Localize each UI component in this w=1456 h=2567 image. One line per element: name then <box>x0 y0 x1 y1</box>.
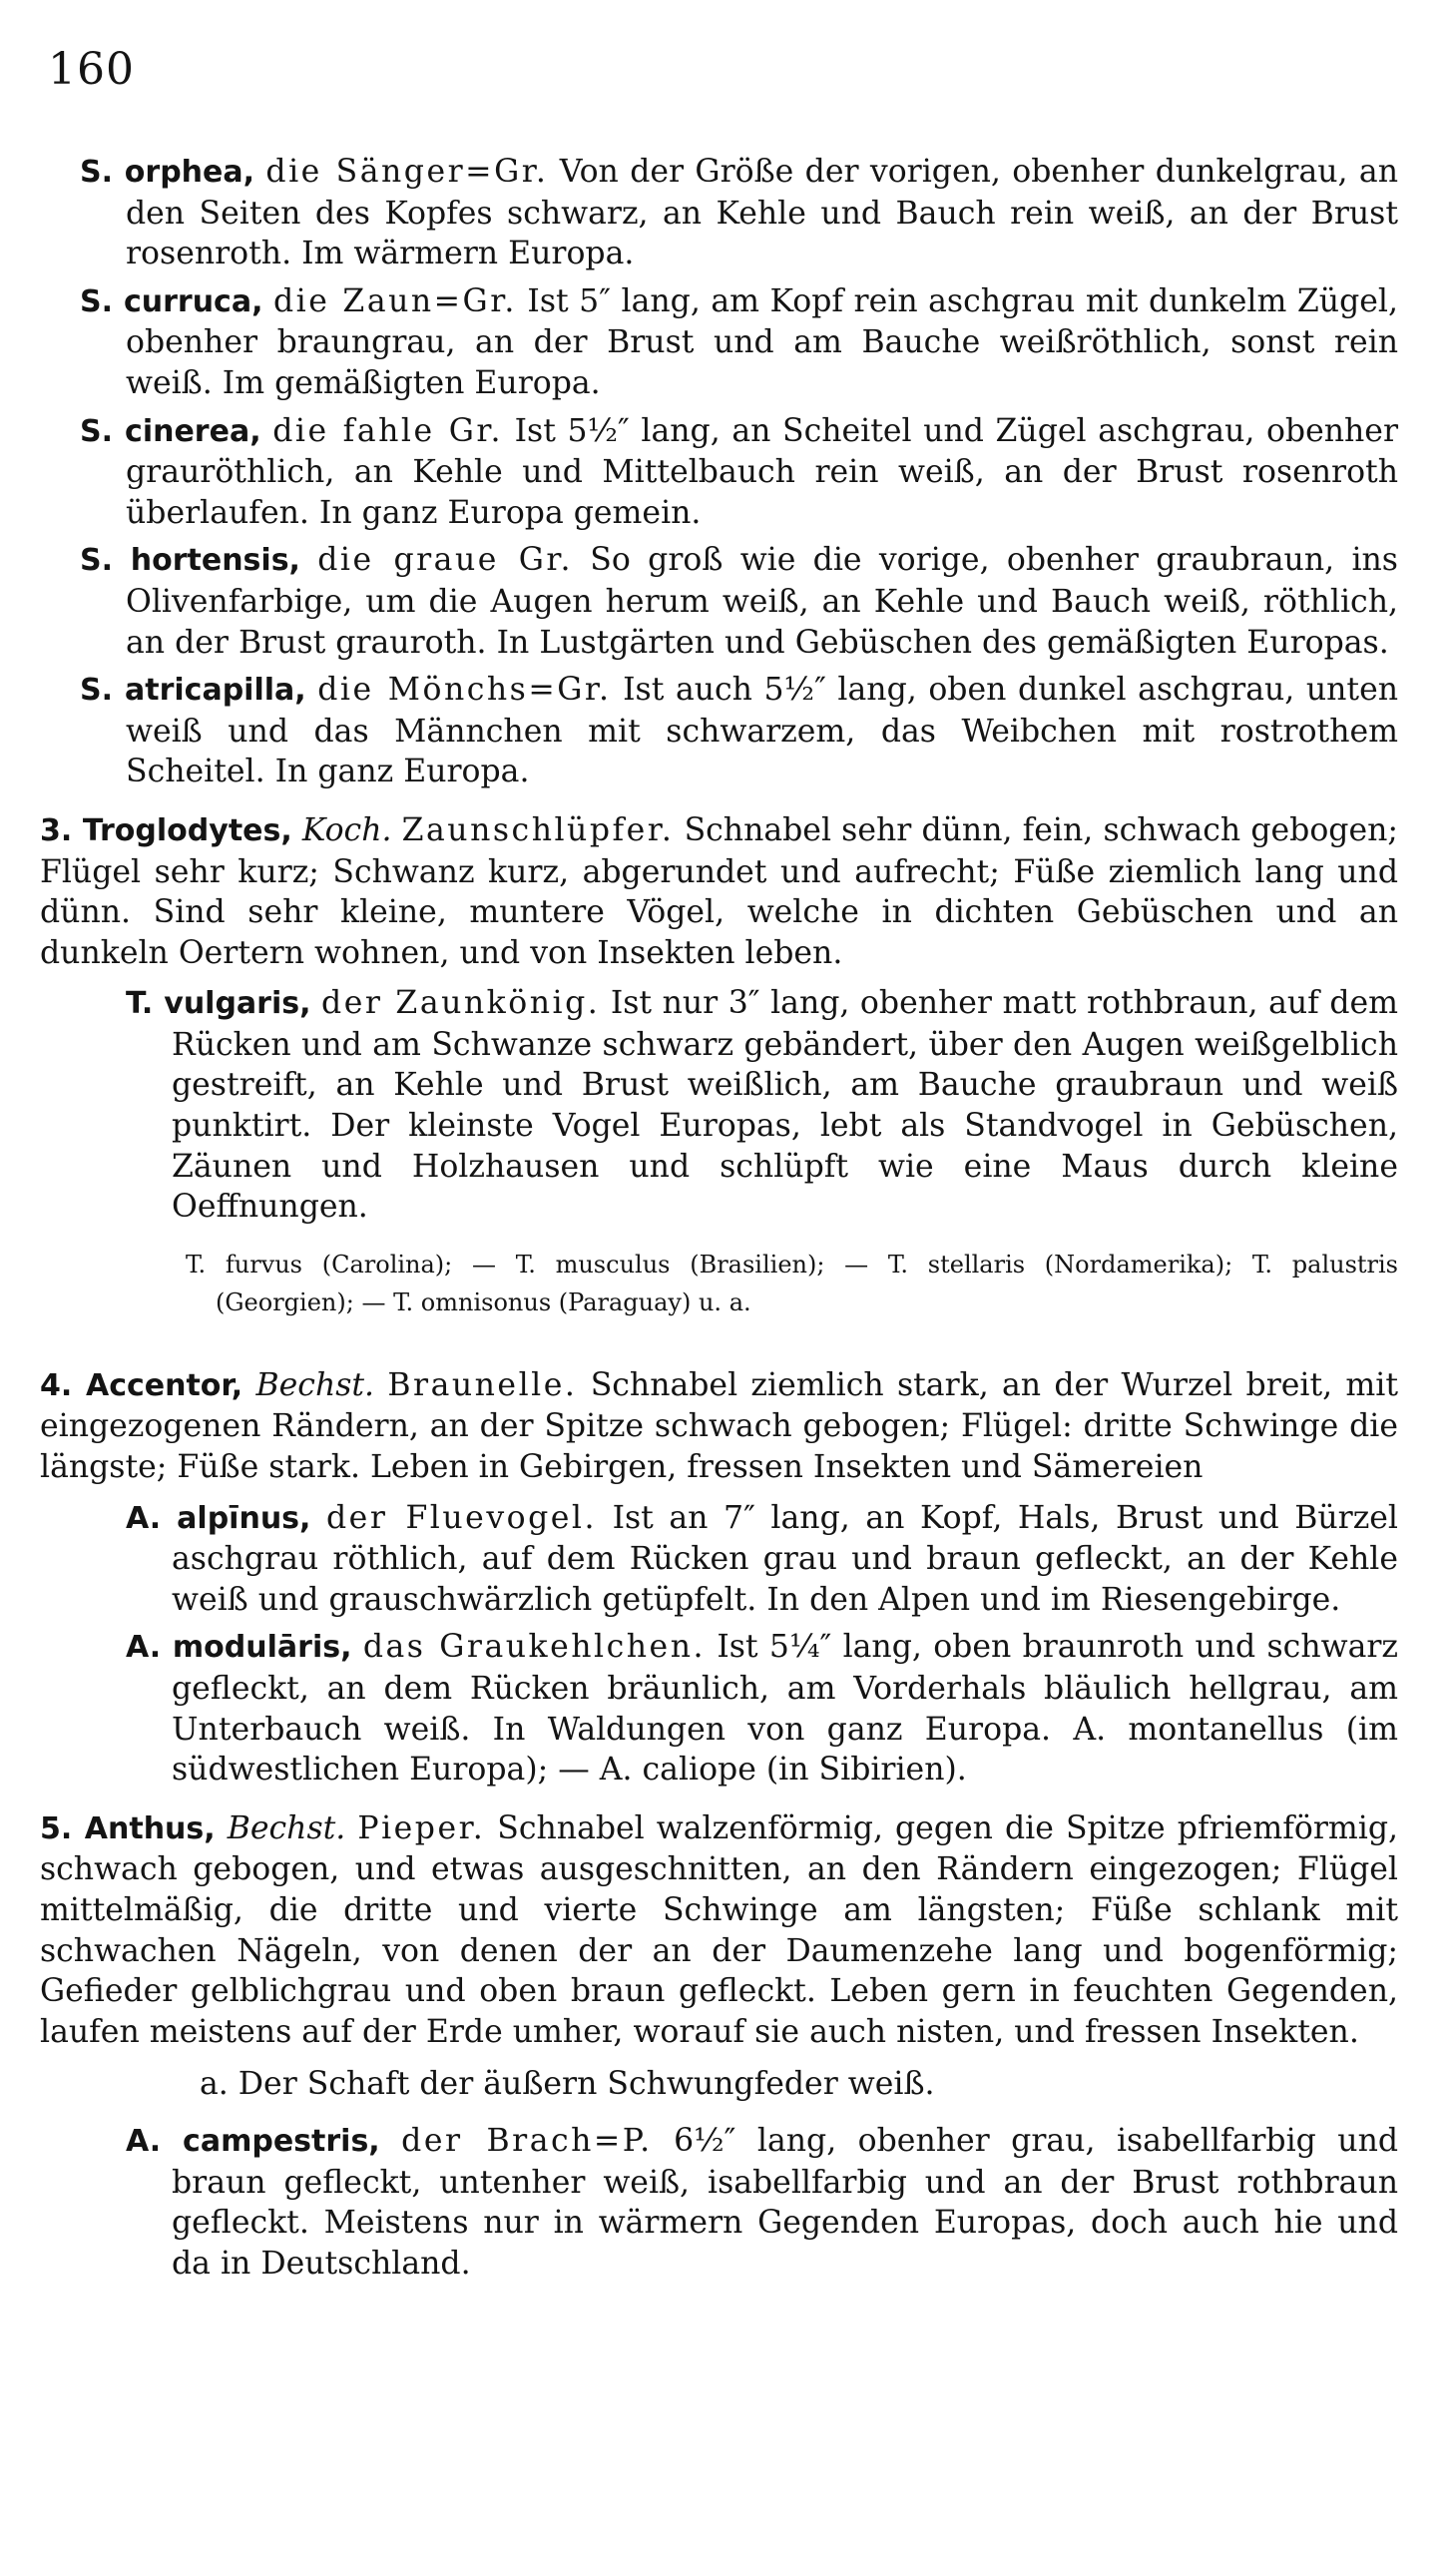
subsection-heading: a. Der Schaft der äußern Schwungfeder weiß. <box>200 2066 935 2103</box>
genus-entry <box>40 1365 1398 1488</box>
page-number: 160 <box>48 44 135 95</box>
entry-text: Ist 5¼″ lang, oben braunroth und schwarz gefleckt, an dem Rücken bräunlich, am Vorderhals bläulich hellgrau, am Unterbauch weiß. In Waldungen von ganz Europa. A. montanellus (im südwestlichen Europa); — A. caliope (in Sibirien). <box>172 1629 1399 1789</box>
entry-text: Schnabel walzenförmig, gegen die Spitze pfriemförmig, schwach gebogen, und etwas ausgeschnitten, an den Rändern eingezogen; Flügel mittelmäßig, die dritte und vierte Schwinge am längsten; Füße schlank mit schwachen Nägeln, von denen der an der Daumenzehe lang und bogenförmig; Gefieder gelblichgrau und oben braun gefleckt. Leben gern in feuchten Gegenden, laufen meistens auf der Erde umher, worauf sie auch nisten, und fressen Insekten. <box>40 1809 1398 2050</box>
entry-text: Ist 5½″ lang, an Scheitel und Zügel aschgrau, obenher grauröthlich, an Kehle und Mittelbauch rein weiß, an der Brust rosenroth überlaufen. In ganz Europa gemein. <box>126 412 1399 531</box>
common-name: die Mönchs=Gr. <box>317 672 612 709</box>
scientific-name: A. campestris, <box>126 2123 380 2159</box>
scientific-name: T. vulgaris, <box>126 986 311 1022</box>
species-entry <box>126 983 1398 1228</box>
entry-text: Schnabel sehr dünn, fein, schwach gebogen; Flügel sehr kurz; Schwanz kurz, abgerundet und aufrecht; Füße ziemlich lang und dünn. Sind sehr kleine, muntere Vögel, welche in dichten Gebüschen und an dunkeln Oertern wohnen, und von Insekten leben. <box>40 811 1398 971</box>
entry-text: Ist 5″ lang, am Kopf rein aschgrau mit dunkelm Zügel, obenher braungrau, an der Brust und am Bauche weißröthlich, sonst rein weiß. Im gemäßigten Europa. <box>126 282 1398 401</box>
scientific-name: A. modulāris, <box>126 1630 352 1666</box>
genus-name: 4. Accentor, <box>40 1367 243 1403</box>
common-name: die Sänger=Gr. <box>265 154 549 190</box>
entry-text: Schnabel ziemlich stark, an der Wurzel breit, mit eingezogenen Rändern, an der Spitze schwach gebogen; Flügel: dritte Schwinge die längste; Füße stark. Leben in Gebirgen, fressen Insekten und Sämereien <box>40 1366 1399 1486</box>
common-name: das Graukehlchen. <box>362 1629 706 1666</box>
common-name: Zaunschlüpfer. <box>401 811 675 848</box>
common-name: Braunelle. <box>387 1366 578 1403</box>
entry-text: Von der Größe der vorigen, obenher dunkelgrau, an den Seiten des Kopfes schwarz, an Kehle und Bauch rein weiß, an der Brust rosenroth. Im wärmern Europa. <box>126 154 1398 272</box>
common-name: die fahle Gr. <box>272 412 503 449</box>
species-entry <box>80 670 1398 792</box>
entry-text: So groß wie die vorige, obenher graubraun, ins Olivenfarbige, um die Augen herum weiß, an Kehle und Bauch weiß, röthlich, an der Brust grauroth. In Lustgärten und Gebüschen des gemäßigten Europas. <box>126 542 1398 661</box>
species-entry <box>80 411 1398 534</box>
scientific-name: S. cinerea, <box>80 413 261 449</box>
species-entry <box>80 152 1398 274</box>
genus-name: 3. Troglodytes, <box>40 812 292 848</box>
genus-entry <box>40 810 1398 973</box>
common-name: die graue Gr. <box>317 542 573 579</box>
species-entry <box>80 281 1398 404</box>
entry-text: Ist an 7″ lang, an Kopf, Hals, Brust und Bürzel aschgrau röthlich, auf dem Rücken grau und braun gefleckt, an der Kehle weiß und grauschwärzlich getüpfelt. In den Alpen und im Riesengebirge. <box>172 1499 1399 1618</box>
author-name: Bechst. <box>255 1366 375 1403</box>
common-name: der Fluevogel. <box>326 1499 597 1536</box>
author-name: Koch. <box>301 811 392 848</box>
scientific-name: S. atricapilla, <box>80 673 306 709</box>
species-entry <box>126 1627 1398 1790</box>
entry-text: Ist nur 3″ lang, obenher matt rothbraun, auf dem Rücken und am Schwanze schwarz gebändert, über den Augen weißgelblich gestreift, an Kehle und Brust weißlich, am Bauche graubraun und weiß punktirt. Der kleinste Vogel Europas, lebt als Standvogel in Gebüschen, Zäunen und Holzhausen und schlüpft wie eine Maus durch kleine Oeffnungen. <box>172 985 1399 1226</box>
species-entry <box>126 1498 1398 1621</box>
common-name: der Brach=P. <box>401 2122 653 2159</box>
author-name: Bechst. <box>227 1809 346 1846</box>
entry-text: 6½″ lang, obenher grau, isabellfarbig und braun gefleckt, untenher weiß, isabellfarbig und an der Brust rothbraun gefleckt. Meistens nur in wärmern Gegenden Europas, doch auch hie und da in Deutschland. <box>172 2122 1399 2282</box>
scientific-name: S. hortensis, <box>80 543 300 579</box>
scientific-name: S. curruca, <box>80 283 263 319</box>
genus-entry <box>40 1808 1398 2053</box>
scientific-name: S. orphea, <box>80 155 255 190</box>
entry-text: Ist auch 5½″ lang, oben dunkel aschgrau, unten weiß und das Männchen mit schwarzem, das Weibchen mit rostrothem Scheitel. In ganz Europa. <box>126 672 1399 790</box>
common-name: der Zaunkönig. <box>321 985 601 1022</box>
species-entry <box>80 540 1398 663</box>
genus-name: 5. Anthus, <box>40 1810 216 1846</box>
species-entry <box>126 2121 1398 2284</box>
related-species-note: T. furvus (Carolina); — T. musculus (Brasilien); — T. stellaris (Nordamerika); T. palustris (Georgien); — T. omnisonus (Paraguay) u. a. <box>186 1250 1398 1316</box>
scientific-name: A. alpīnus, <box>126 1500 311 1536</box>
common-name: Pieper. <box>357 1809 486 1846</box>
common-name: die Zaun=Gr. <box>273 282 517 319</box>
